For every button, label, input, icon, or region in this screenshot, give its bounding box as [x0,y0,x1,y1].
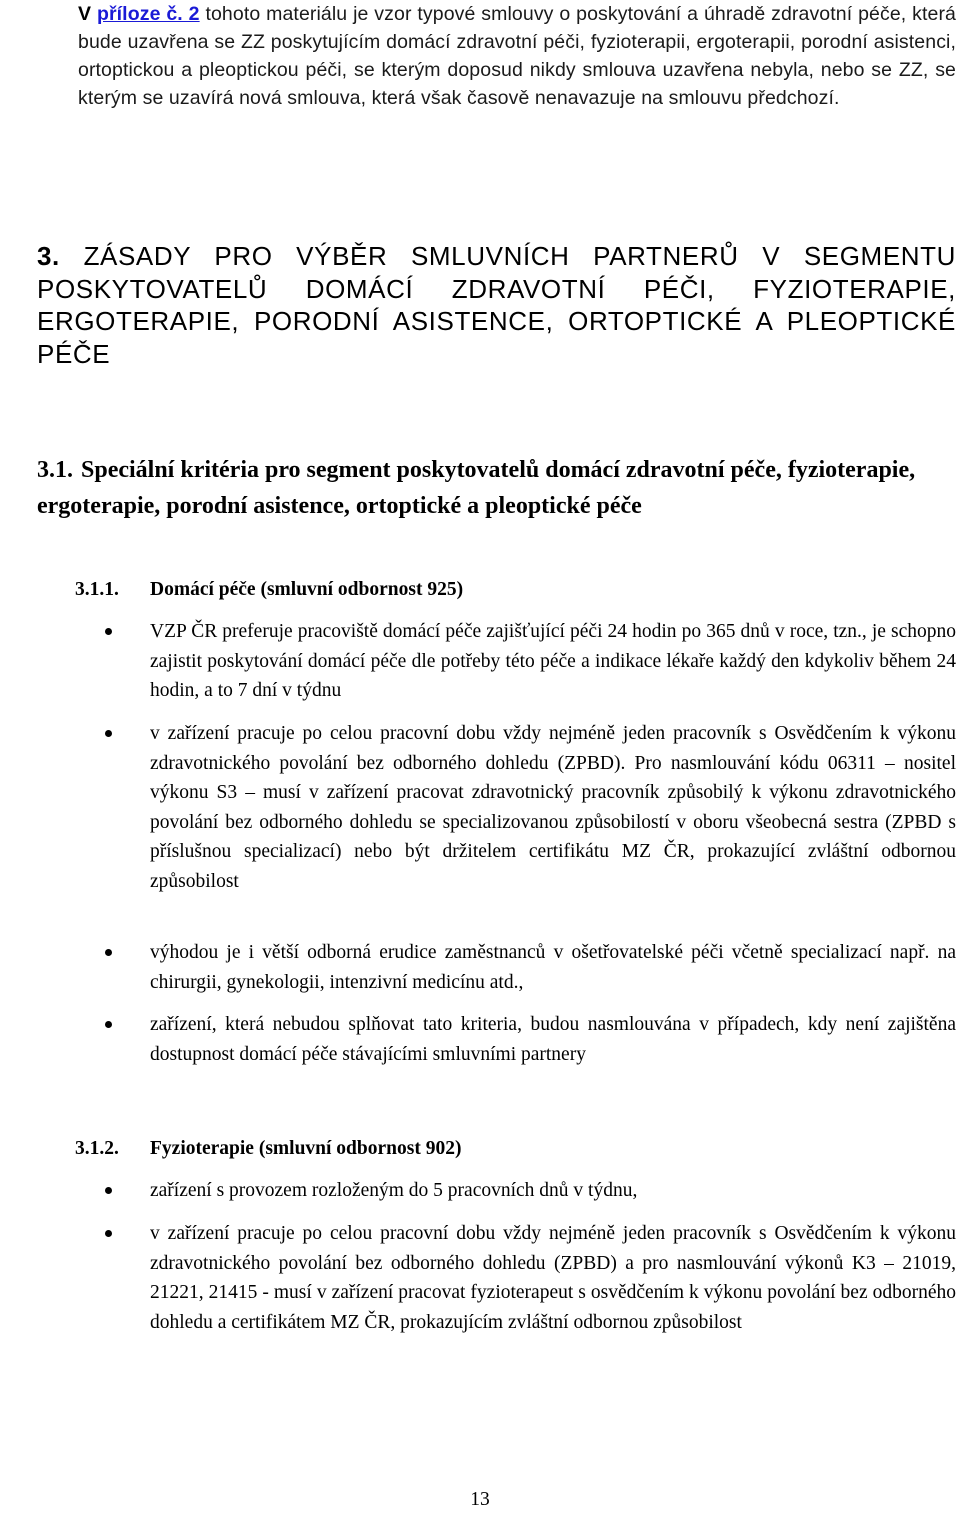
bullet-icon [105,730,112,737]
appendix-link[interactable]: příloze č. 2 [96,3,200,25]
list-item-text: zařízení s provozem rozloženým do 5 pracovních dnů v týdnu, [150,1180,638,1201]
bullet-icon [105,1021,112,1028]
section-3-1-number: 3.1. [37,457,73,483]
bullet-icon [105,1230,112,1237]
list-item-text: VZP ČR preferuje pracoviště domácí péče zajišťující péči 24 hodin po 365 dnů v roce, tzn., je schopno zajistit poskytování domácí péče dle potřeby této péče a indikace lékaře každý den kdykoliv během 24 hodin, a to 7 dní v týdnu [150,621,956,701]
list-item-text: zařízení, která nebudou splňovat tato kriteria, budou nasmlouvána v případech, kdy není zajištěna dostupnost domácí péče stávajícími smluvními partnery [150,1014,956,1065]
section-3-number: 3. [37,241,60,271]
section-3-1-1-number: 3.1.1. [75,579,119,600]
section-3-1-1-title: Domácí péče (smluvní odbornost 925) [150,579,464,600]
bullet-icon [105,628,112,635]
section-3-1-2-heading [75,1136,461,1162]
section-3-title: ZÁSADY PRO VÝBĚR SMLUVNÍCH PARTNERŮ V SEGMENTU POSKYTOVATELŮ DOMÁCÍ ZDRAVOTNÍ PÉČI, FYZIOTERAPIE, ERGOTERAPIE, PORODNÍ ASISTENCE, ORTOPTICKÉ A PLEOPTICKÉ PÉČE [37,241,956,369]
section-3-1-heading [37,452,956,524]
section-3-1-2-title: Fyzioterapie (smluvní odbornost 902) [150,1138,462,1159]
section-3-1-2-number: 3.1.2. [75,1138,119,1159]
section-3-1-title: Speciální kritéria pro segment poskytovatelů domácí zdravotní péče, fyzioterapie, ergoterapie, porodní asistence, ortoptické a pleoptické péče [37,457,916,519]
section-3-1-1-heading [75,577,463,603]
section-3-heading [37,240,956,370]
intro-body: tohoto materiálu je vzor typové smlouvy o poskytování a úhradě zdravotní péče, která bude uzavřena se ZZ poskytujícím domácí zdravotní péči, fyzioterapii, ergoterapii, porodní asistenci, ortoptickou a pleoptickou péči, se kterým doposud nikdy smlouva uzavřena nebyla, nebo se ZZ, se kterým se uzavírá nová smlouva, která však časově nenavazuje na smlouvu předchozí. [78,3,956,109]
list-item-text: v zařízení pracuje po celou pracovní dobu vždy nejméně jeden pracovník s Osvědčením k výkonu zdravotnického povolání bez odborného dohledu (ZPBD) a pro nasmlouvání výkonů K3 – 21019, 21221, 21415 - musí v zařízení pracovat fyzioterapeut s osvědčením k výkonu povolání bez odborného dohledu a certifikátem MZ ČR, prokazujícím zvláštní odbornou způsobilost [150,1223,956,1333]
bullet-icon [105,949,112,956]
intro-paragraph [78,0,956,112]
intro-lead: V [78,3,92,25]
bullet-icon [105,1187,112,1194]
list-item-text: v zařízení pracuje po celou pracovní dobu vždy nejméně jeden pracovník s Osvědčením k výkonu zdravotnického povolání bez odborného dohledu (ZPBD). Pro nasmlouvání kódu 06311 – nositel výkonu S3 – musí v zařízení pracovat zdravotnický pracovník způsobilý k výkonu zdravotnického povolání bez odborného dohledu se specializovanou způsobilostí v oboru všeobecná sestra (ZPBD s příslušnou specializací) nebo být držitelem certifikátu MZ ČR, prokazující zvláštní odbornou způsobilost [150,723,956,892]
page-number: 13 [470,1489,490,1510]
list-item-text: výhodou je i větší odborná erudice zaměstnanců v ošetřovatelské péči včetně specializací např. na chirurgii, gynekologii, intenzivní medicínu atd., [150,942,956,993]
